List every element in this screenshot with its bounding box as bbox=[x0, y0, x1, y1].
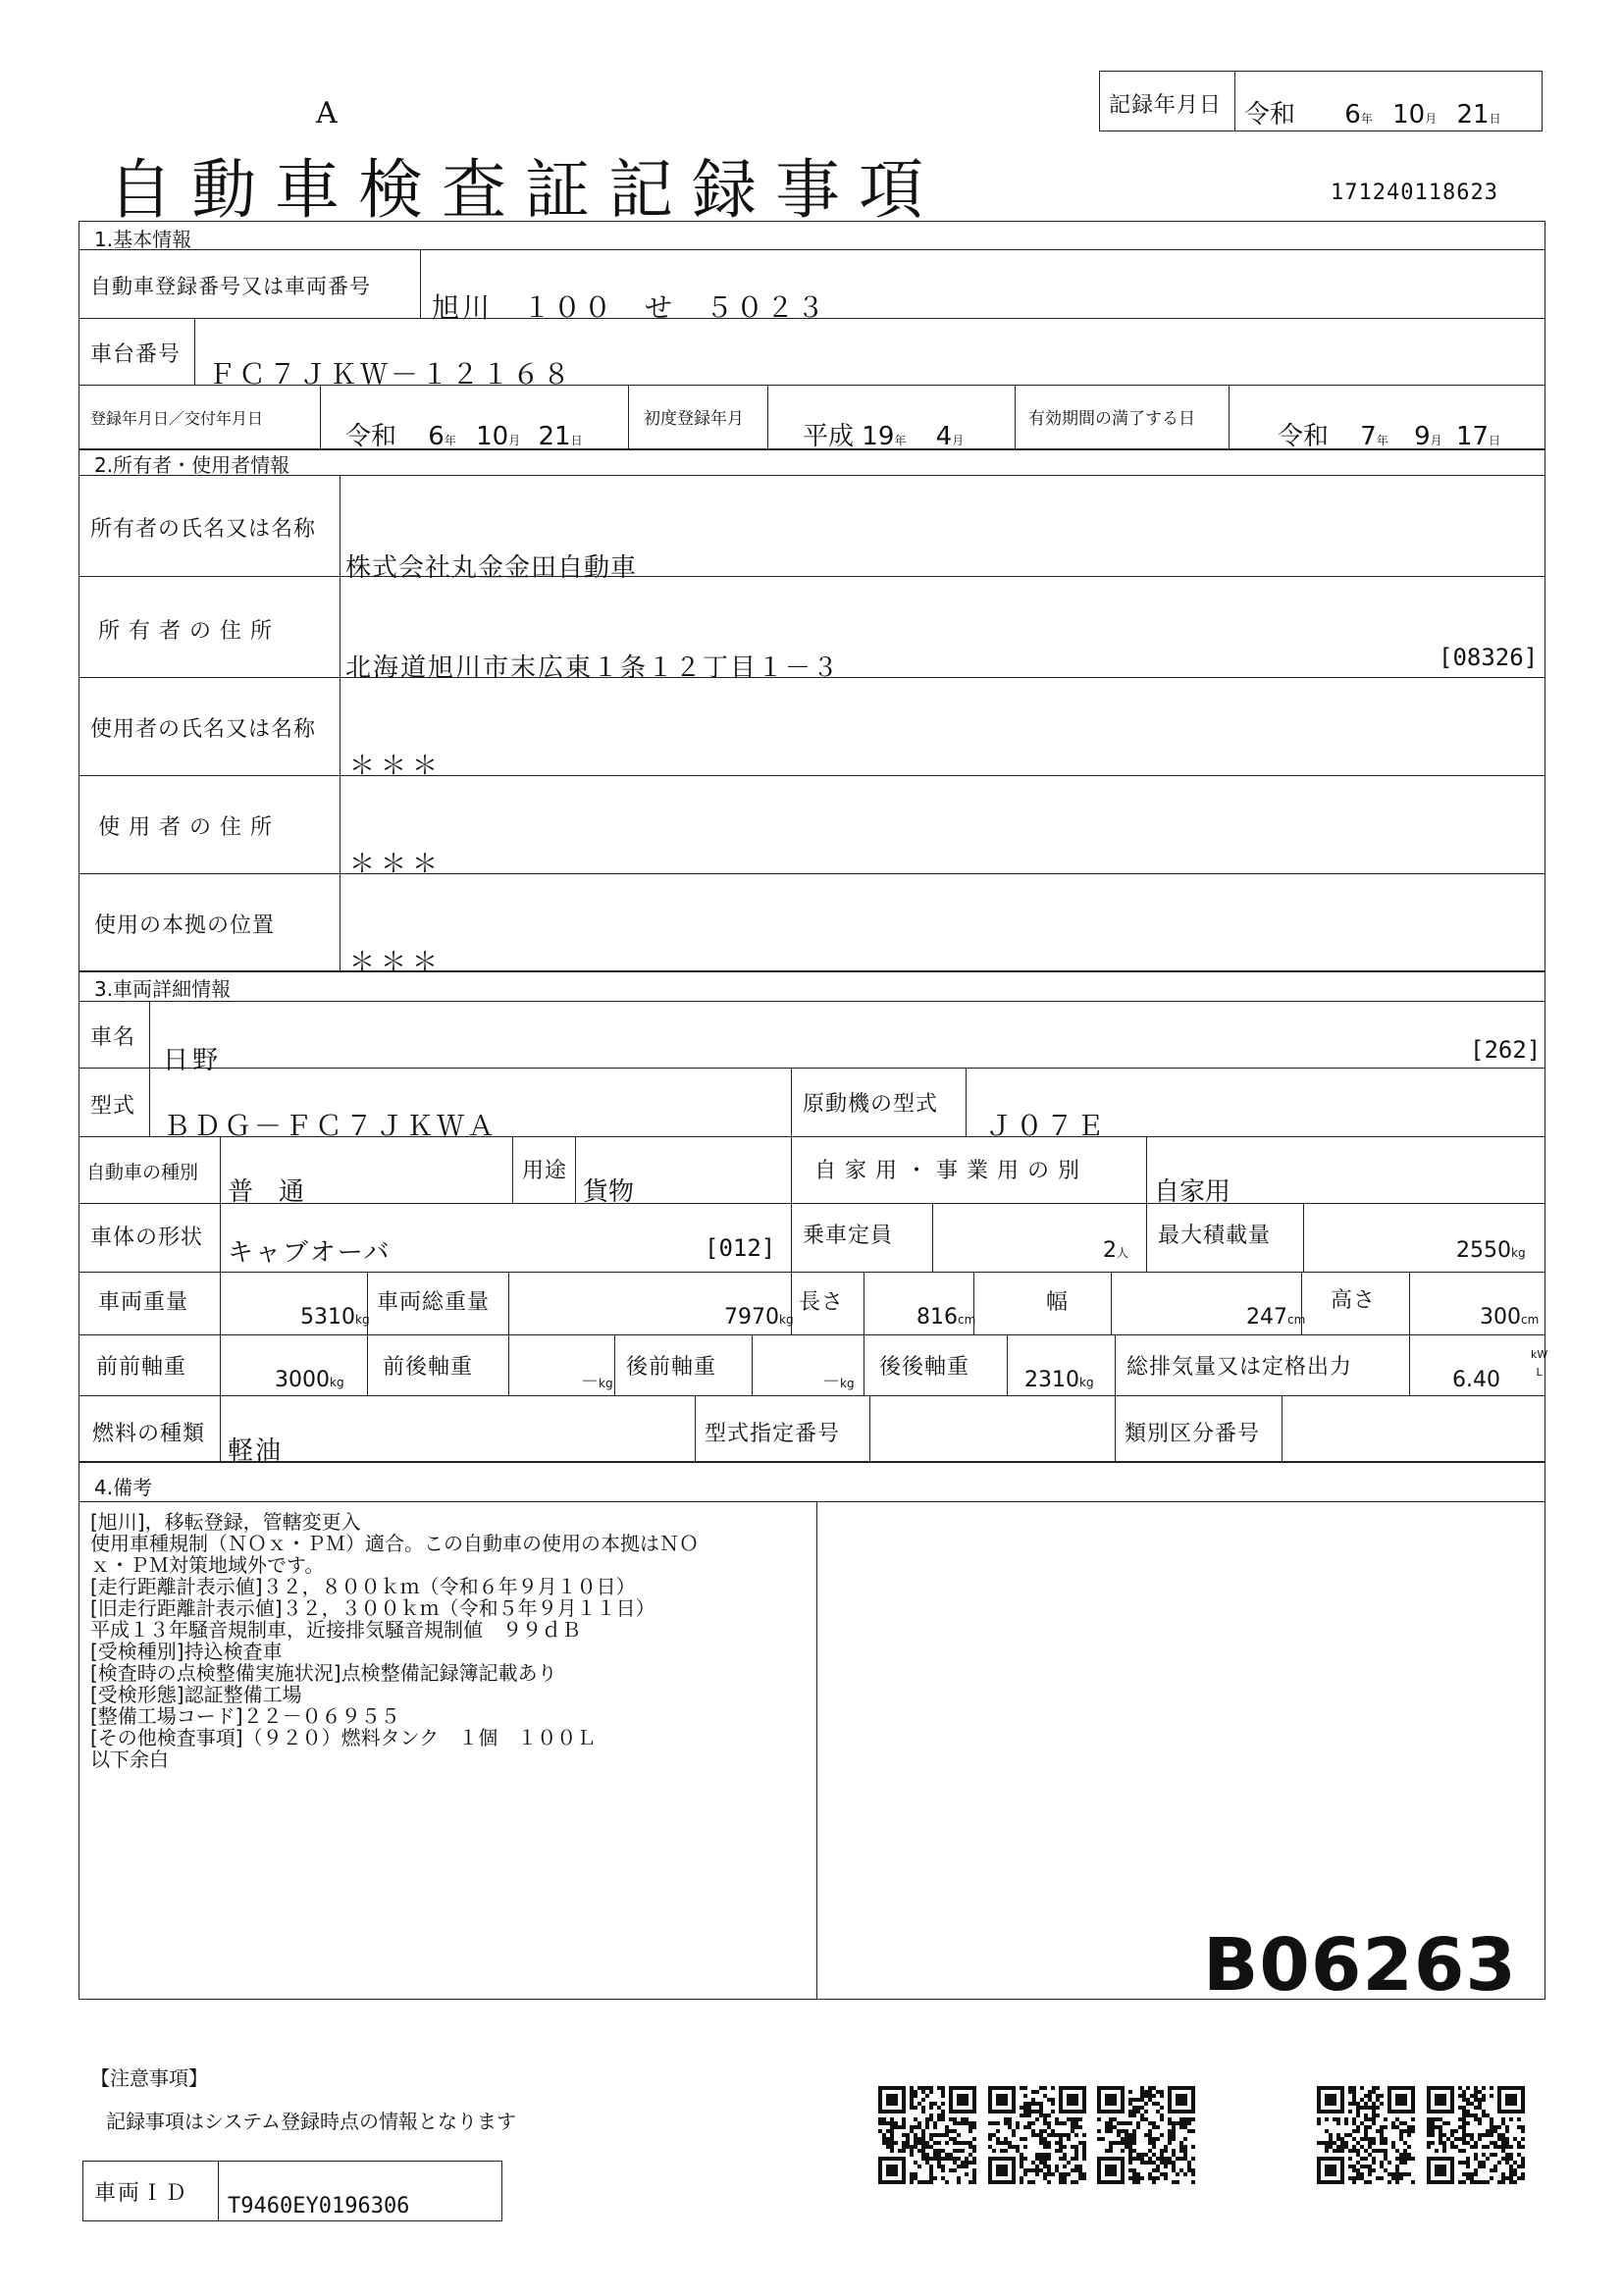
rear-rear-axle-value: 2310kg bbox=[1024, 1368, 1094, 1392]
business-type-value: 自家用 bbox=[1154, 1177, 1231, 1207]
notes-text: 記録事項はシステム登録時点の情報となります bbox=[106, 2110, 516, 2133]
car-name-label: 車名 bbox=[90, 1025, 136, 1050]
type-designation-label: 型式指定番号 bbox=[705, 1422, 841, 1446]
length-label: 長さ bbox=[799, 1290, 845, 1315]
capacity-value: 2人 bbox=[1103, 1238, 1129, 1263]
height-label: 高さ bbox=[1331, 1288, 1377, 1313]
qr-code-icon bbox=[988, 2086, 1086, 2184]
width-value: 247cm bbox=[1246, 1305, 1306, 1330]
remark-line: [その他検査事項]（９２０）燃料タンク １個 １００Ｌ bbox=[90, 1726, 597, 1749]
remarks-list bbox=[90, 1511, 699, 1770]
page-title: 自動車検査証記録事項 bbox=[108, 152, 942, 228]
capacity-label: 乗車定員 bbox=[803, 1224, 894, 1248]
user-address-label: 使 用 者 の 住 所 bbox=[98, 815, 273, 840]
model-label: 型式 bbox=[90, 1094, 136, 1119]
fuel-type-value: 軽油 bbox=[228, 1436, 284, 1466]
vehicle-weight-value: 5310kg bbox=[300, 1305, 370, 1330]
vehicle-kind-value: 普 通 bbox=[228, 1177, 305, 1207]
gross-weight-value: 7970kg bbox=[724, 1305, 794, 1330]
car-name-value: 日野 bbox=[163, 1046, 223, 1075]
length-value: 816cm bbox=[916, 1305, 976, 1330]
displacement-label: 総排気量又は定格出力 bbox=[1126, 1355, 1353, 1380]
base-location-label: 使用の本拠の位置 bbox=[94, 913, 276, 938]
first-registration-label: 初度登録年月 bbox=[644, 409, 744, 429]
classification-label: 類別区分番号 bbox=[1125, 1422, 1261, 1446]
remark-line: [受検種別]持込検査車 bbox=[90, 1640, 283, 1663]
car-name-code: [262] bbox=[1470, 1036, 1542, 1064]
first-registration-value: 平成 19年 4月 bbox=[803, 422, 965, 451]
front-rear-axle-label: 前後軸重 bbox=[383, 1355, 474, 1380]
expiry-date-label: 有効期間の満了する日 bbox=[1028, 409, 1195, 429]
remark-line: 以下余白 bbox=[90, 1748, 169, 1771]
remark-line: [受検形態]認証整備工場 bbox=[90, 1683, 302, 1706]
front-front-axle-value: 3000kg bbox=[275, 1368, 344, 1392]
remark-line: [旧走行距離計表示値]３２，３００ｋｍ（令和５年９月１１日） bbox=[90, 1596, 655, 1620]
record-date-value: 令和 6年 10月 21日 bbox=[1244, 100, 1501, 130]
width-label: 幅 bbox=[1046, 1290, 1070, 1315]
base-location-value: ＊＊＊ bbox=[349, 948, 445, 977]
issue-date-label: 登録年月日／交付年月日 bbox=[90, 409, 264, 428]
body-shape-label: 車体の形状 bbox=[90, 1226, 204, 1250]
front-rear-axle-value: －kg bbox=[581, 1372, 613, 1392]
business-type-label: 自 家 用 ・ 事 業 用 の 別 bbox=[814, 1159, 1080, 1183]
owner-address-label: 所 有 者 の 住 所 bbox=[98, 619, 273, 644]
owner-name-label: 所有者の氏名又は名称 bbox=[90, 517, 317, 542]
record-date-label: 記録年月日 bbox=[1109, 93, 1223, 118]
expiry-date-value: 令和 7年 9月 17日 bbox=[1278, 422, 1501, 451]
body-shape-code: [012] bbox=[705, 1234, 776, 1262]
notes-title: 【注意事項】 bbox=[90, 2066, 208, 2090]
remark-line: ｘ・ＰＭ対策地域外です。 bbox=[90, 1553, 325, 1577]
section-title-owner: 2.所有者・使用者情報 bbox=[94, 453, 290, 477]
body-shape-value: キャブオーバ bbox=[228, 1238, 392, 1268]
engine-type-label: 原動機の型式 bbox=[803, 1092, 939, 1117]
registration-number-value: 旭川 １００ せ ５０２３ bbox=[432, 291, 828, 324]
gross-weight-label: 車両総重量 bbox=[377, 1290, 491, 1315]
section-title-vehicle: 3.車両詳細情報 bbox=[94, 977, 232, 1001]
remark-line: 使用車種規制（ＮＯｘ・ＰＭ）適合。この自動車の使用の本拠はＮＯ bbox=[90, 1532, 699, 1555]
remark-line: [走行距離計表示値]３２，８００ｋｍ（令和６年９月１０日） bbox=[90, 1575, 636, 1598]
fuel-type-label: 燃料の種類 bbox=[92, 1422, 206, 1446]
chassis-number-label: 車台番号 bbox=[90, 342, 182, 367]
qr-code-icon bbox=[878, 2086, 976, 2184]
vehicle-id-label: 車両ＩＤ bbox=[94, 2181, 189, 2206]
form-mark: A bbox=[316, 96, 338, 130]
height-value: 300cm bbox=[1480, 1305, 1540, 1330]
owner-address-value: 北海道旭川市末広東１条１２丁目１－３ bbox=[345, 653, 841, 683]
issue-date-value: 令和 6年 10月 21日 bbox=[345, 422, 583, 451]
rear-front-axle-label: 後前軸重 bbox=[626, 1355, 717, 1380]
qr-code-icon bbox=[1427, 2086, 1525, 2184]
section-title-remarks: 4.備考 bbox=[94, 1476, 153, 1499]
qr-code-icon bbox=[1097, 2086, 1195, 2184]
rear-front-axle-value: －kg bbox=[822, 1372, 855, 1392]
stamp-code: B06263 bbox=[1203, 1923, 1517, 2008]
front-front-axle-label: 前前軸重 bbox=[96, 1355, 187, 1380]
chassis-number-value: ＦＣ７ＪＫＷ－１２１６８ bbox=[208, 358, 574, 391]
rear-rear-axle-label: 後後軸重 bbox=[879, 1355, 970, 1380]
max-load-label: 最大積載量 bbox=[1158, 1224, 1272, 1248]
engine-type-value: Ｊ０７Ｅ bbox=[985, 1110, 1108, 1142]
vehicle-id-value: T9460EY0196306 bbox=[228, 2194, 410, 2218]
owner-name-value: 株式会社丸金金田自動車 bbox=[345, 553, 638, 583]
document-number: 171240118623 bbox=[1331, 181, 1498, 205]
owner-address-code: [08326] bbox=[1439, 644, 1539, 671]
qr-code-icon bbox=[1317, 2086, 1415, 2184]
max-load-value: 2550kg bbox=[1456, 1238, 1526, 1263]
vehicle-weight-label: 車両重量 bbox=[98, 1290, 189, 1315]
usage-label: 用途 bbox=[522, 1159, 568, 1183]
remark-line: [整備工場コード]２２－０６９５５ bbox=[90, 1704, 400, 1728]
user-address-value: ＊＊＊ bbox=[349, 850, 445, 879]
remark-line: [検査時の点検整備実施状況]点検整備記録簿記載あり bbox=[90, 1661, 557, 1685]
vehicle-kind-label: 自動車の種別 bbox=[86, 1162, 199, 1183]
remark-line: [旭川]，移転登録，管轄変更入 bbox=[90, 1510, 361, 1534]
remark-line: 平成１３年騒音規制車，近接排気騒音規制値 ９９ｄＢ bbox=[90, 1618, 581, 1642]
section-title-basic: 1.基本情報 bbox=[94, 228, 192, 251]
usage-value: 貨物 bbox=[583, 1177, 635, 1207]
registration-number-label: 自動車登録番号又は車両番号 bbox=[90, 275, 371, 298]
model-value: ＢＤＧ－ＦＣ７ＪＫＷＡ bbox=[163, 1110, 498, 1142]
displacement-units: kW L bbox=[1531, 1348, 1548, 1379]
user-name-label: 使用者の氏名又は名称 bbox=[90, 717, 317, 742]
displacement-value: 6.40 bbox=[1452, 1368, 1500, 1392]
user-name-value: ＊＊＊ bbox=[349, 752, 445, 781]
